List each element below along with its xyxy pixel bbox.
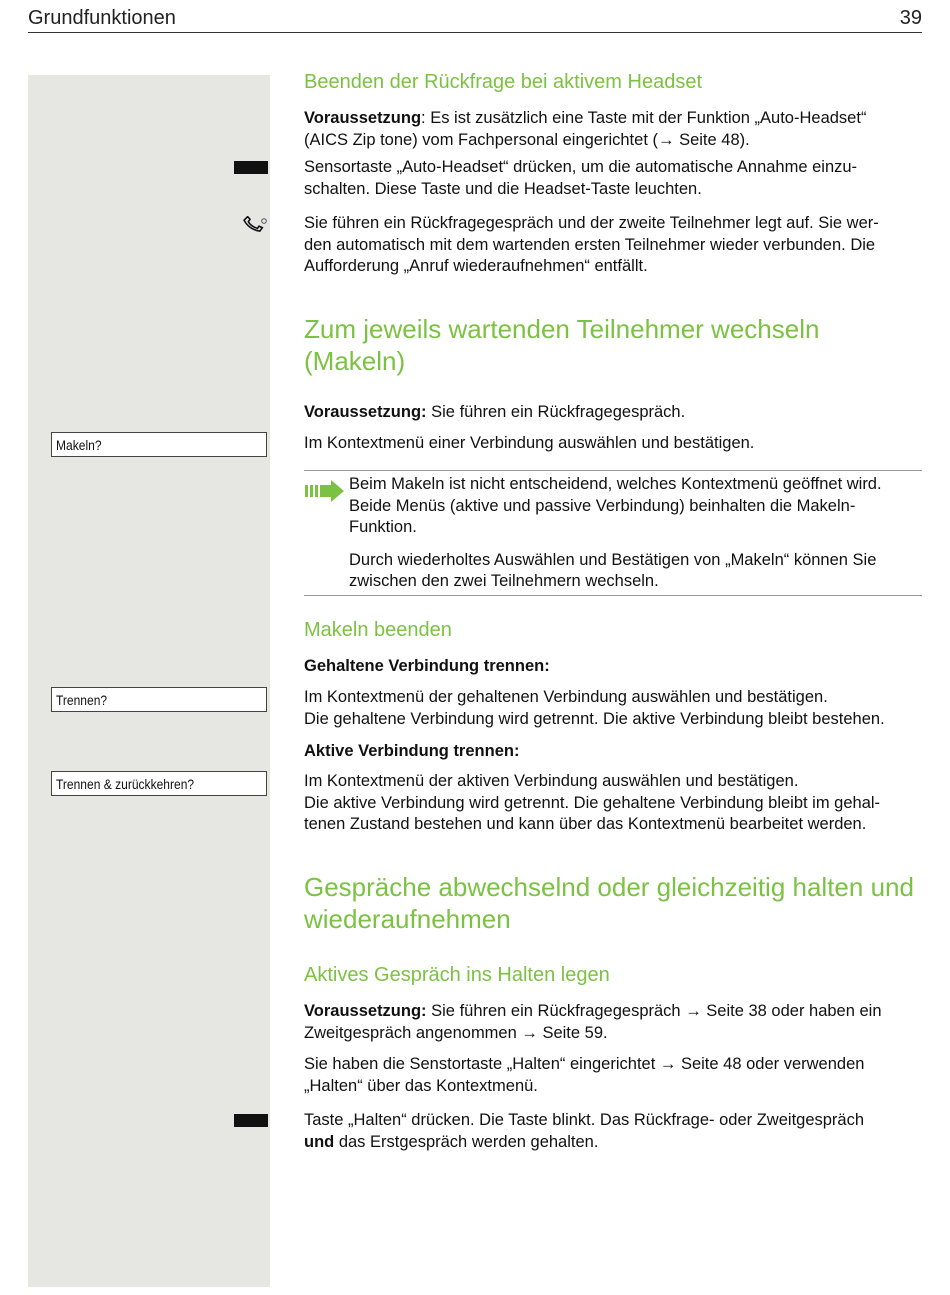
- step-trennen: [304, 687, 922, 730]
- menu-item-trennen[interactable]: [51, 687, 267, 712]
- step-line: Die gehaltene Verbindung wird getrennt. Die aktive Verbindung bleibt bestehen.: [304, 709, 885, 728]
- step-hangup: [304, 213, 922, 278]
- info-line: Sie haben die Senstortaste „Halten“ eingerichtet → Seite 48 oder verwenden: [304, 1055, 865, 1073]
- subheading-aktive: Aktive Verbindung trennen:: [304, 742, 520, 760]
- page-number: 39: [899, 7, 922, 29]
- step-emphasis: und: [304, 1132, 335, 1151]
- step-makeln: Im Kontextmenü einer Verbindung auswählen und bestätigen.: [304, 434, 755, 452]
- step-halten: [304, 1110, 922, 1153]
- note-line: Beide Menüs (aktive und passive Verbindung) beinhalten die Makeln-: [349, 496, 856, 515]
- menu-item-label: Trennen?: [56, 692, 108, 708]
- section-heading-halten: [304, 871, 922, 935]
- subheading-gehaltene: Gehaltene Verbindung trennen:: [304, 657, 550, 675]
- info-line: „Halten“ über das Kontextmenü.: [304, 1076, 538, 1095]
- step-line: schalten. Diese Taste und die Headset-Taste leuchten.: [304, 179, 702, 198]
- heading-line: Zum jeweils wartenden Teilnehmer wechseln: [304, 314, 820, 344]
- step-line: Die aktive Verbindung wird getrennt. Die gehaltene Verbindung bleibt im gehal-: [304, 793, 881, 812]
- prereq-headset: [304, 108, 922, 151]
- menu-item-label: Makeln?: [56, 437, 102, 453]
- note-line: Durch wiederholtes Auswählen und Bestätigen von „Makeln“ können Sie: [349, 550, 877, 569]
- step-line: Aufforderung „Anruf wiederaufnehmen“ entfällt.: [304, 257, 648, 275]
- subheading-halten-legen: Aktives Gespräch ins Halten legen: [304, 964, 610, 986]
- running-header-title: Grundfunktionen: [28, 7, 176, 29]
- prereq-label: Voraussetzung: [304, 109, 422, 127]
- step-trennen-zurueck: [304, 771, 922, 836]
- handset-hangup-icon: [243, 216, 269, 236]
- step-line: tenen Zustand bestehen und kann über das Kontextmenü bearbeitet werden.: [304, 815, 867, 833]
- section-heading-makeln: [304, 313, 922, 377]
- step-line: den automatisch mit dem wartenden ersten Teilnehmer wieder verbunden. Die: [304, 235, 876, 254]
- prereq-text: Sie führen ein Rückfragegespräch → Seite 38 oder haben ein: [426, 1002, 882, 1020]
- note-line: zwischen den zwei Teilnehmern wechseln.: [349, 572, 659, 590]
- menu-item-label: Trennen & zurückkehren?: [56, 776, 195, 792]
- menu-item-makeln[interactable]: [51, 432, 267, 457]
- sensor-key-icon: [234, 1114, 268, 1127]
- step-line: Sie führen ein Rückfragegespräch und der zweite Teilnehmer legt auf. Sie wer-: [304, 214, 879, 232]
- header-rule: [28, 32, 922, 33]
- note-line: Beim Makeln ist nicht entscheidend, welches Kontextmenü geöffnet wird.: [349, 475, 882, 493]
- note-line: Funktion.: [349, 518, 417, 536]
- note-text: [349, 474, 922, 593]
- note-bottom-rule: [304, 595, 922, 596]
- step-line: das Erstgespräch werden gehalten.: [334, 1132, 599, 1151]
- prereq-label: Voraussetzung:: [304, 403, 427, 421]
- prereq-makeln: [304, 402, 922, 424]
- heading-line: Gespräche abwechselnd oder gleichzeitig halten und: [304, 872, 914, 902]
- prereq-text: : Es ist zusätzlich eine Taste mit der Funktion „Auto-Headset“: [421, 109, 867, 127]
- sensor-key-icon: [234, 161, 268, 174]
- step-line: Taste „Halten“ drücken. Die Taste blinkt. Das Rückfrage- oder Zweitgespräch: [304, 1111, 865, 1129]
- margin-column: [28, 75, 270, 1287]
- section-heading-headset: Beenden der Rückfrage bei aktivem Headset: [304, 71, 703, 93]
- step-line: Im Kontextmenü der gehaltenen Verbindung auswählen und bestätigen.: [304, 688, 828, 706]
- heading-line: (Makeln): [304, 346, 406, 376]
- prereq-text-line2: Zweitgespräch angenommen → Seite 59.: [304, 1023, 608, 1042]
- section-heading-makeln-beenden: Makeln beenden: [304, 619, 452, 641]
- prereq-text: Sie führen ein Rückfragegespräch.: [426, 403, 686, 421]
- prereq-text-line2: (AICS Zip tone) vom Fachpersonal eingerichtet (→ Seite 48).: [304, 130, 750, 149]
- menu-item-trennen-zurueckkehren[interactable]: [51, 771, 267, 796]
- prereq-label: Voraussetzung:: [304, 1002, 427, 1020]
- heading-line: wiederaufnehmen: [304, 904, 511, 934]
- note-arrow-icon: [305, 479, 345, 503]
- note-top-rule: [304, 470, 922, 471]
- prereq-halten: [304, 1001, 922, 1044]
- info-halten: [304, 1054, 922, 1097]
- step-line: Im Kontextmenü der aktiven Verbindung auswählen und bestätigen.: [304, 772, 799, 790]
- step-auto-headset: [304, 157, 922, 200]
- step-line: Sensortaste „Auto-Headset“ drücken, um die automatische Annahme einzu-: [304, 158, 858, 176]
